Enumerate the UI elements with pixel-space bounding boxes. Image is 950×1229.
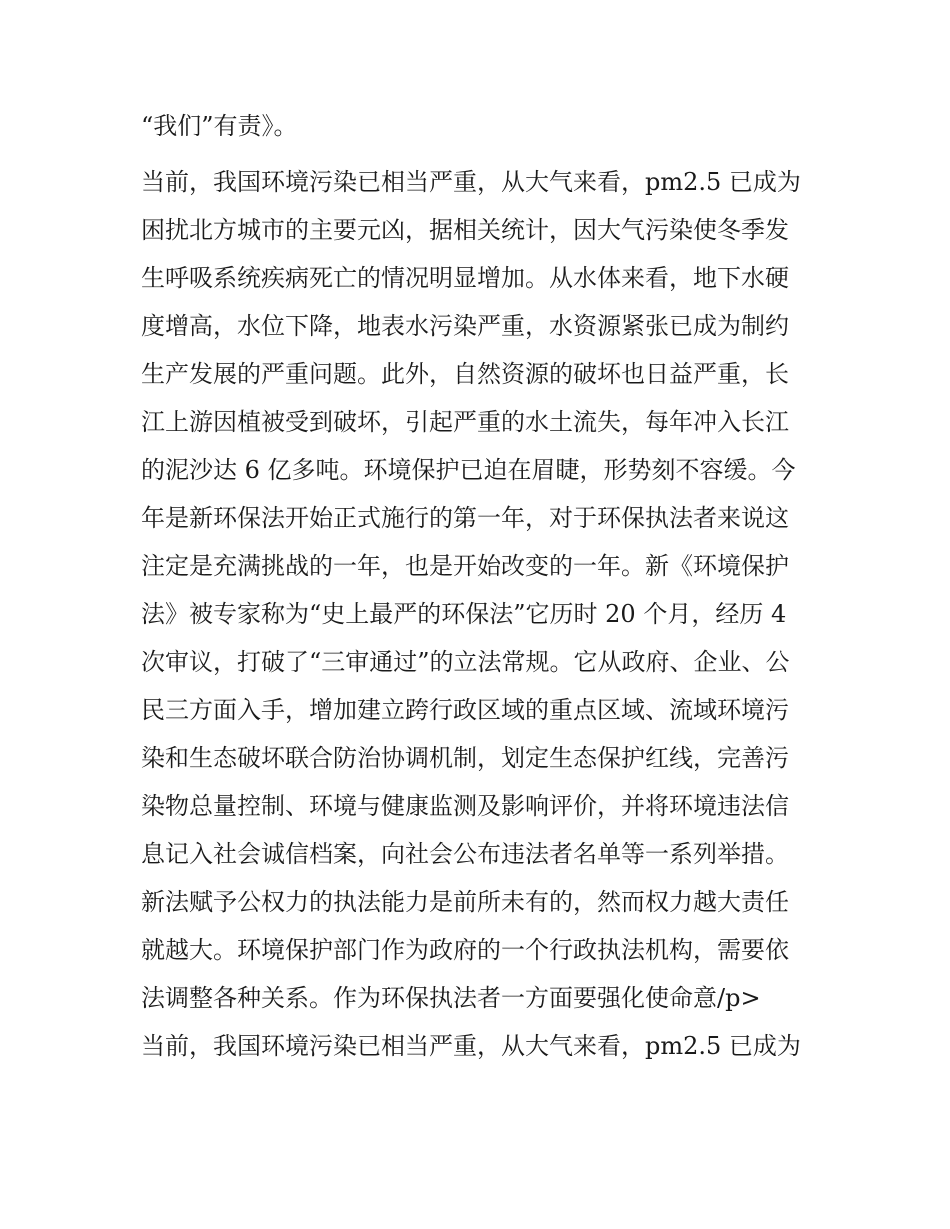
text-line: 民三方面入手，增加建立跨行政区域的重点区域、流域环境污 <box>141 696 789 724</box>
text-line: 息记入社会诚信档案，向社会公布违法者名单等一系列举措。 <box>141 840 789 868</box>
text-line: 次审议，打破了“三审通过”的立法常规。它从政府、企业、公 <box>141 648 790 676</box>
text-line: “我们”有责》。 <box>141 112 298 140</box>
text-line: 染和生态破坏联合防治协调机制，划定生态保护红线，完善污 <box>141 744 789 772</box>
text-line: 生产发展的严重问题。此外，自然资源的破坏也日益严重，长 <box>141 360 789 388</box>
text-line: 当前，我国环境污染已相当严重，从大气来看，pm2.5 已成为 <box>141 1032 801 1060</box>
text-line: 年是新环保法开始正式施行的第一年，对于环保执法者来说这 <box>141 504 789 532</box>
text-line: 生呼吸系统疾病死亡的情况明显增加。从水体来看，地下水硬 <box>141 264 789 292</box>
text-line: 染物总量控制、环境与健康监测及影响评价，并将环境违法信 <box>141 792 789 820</box>
text-line: 法调整各种关系。作为环保执法者一方面要强化使命意/p> <box>141 984 761 1012</box>
text-line: 度增高，水位下降，地表水污染严重，水资源紧张已成为制约 <box>141 312 789 340</box>
text-line: 困扰北方城市的主要元凶，据相关统计，因大气污染使冬季发 <box>141 216 789 244</box>
text-line: 就越大。环境保护部门作为政府的一个行政执法机构，需要依 <box>141 936 789 964</box>
text-line: 江上游因植被受到破坏，引起严重的水土流失，每年冲入长江 <box>141 408 789 436</box>
text-line: 当前，我国环境污染已相当严重，从大气来看，pm2.5 已成为 <box>141 168 801 196</box>
text-line: 的泥沙达 6 亿多吨。环境保护已迫在眉睫，形势刻不容缓。今 <box>141 456 796 484</box>
text-line: 法》被专家称为“史上最严的环保法”它历时 20 个月，经历 4 <box>141 600 787 628</box>
text-line: 新法赋予公权力的执法能力是前所未有的，然而权力越大责任 <box>141 888 789 916</box>
text-line: 注定是充满挑战的一年，也是开始改变的一年。新《环境保护 <box>141 552 789 580</box>
